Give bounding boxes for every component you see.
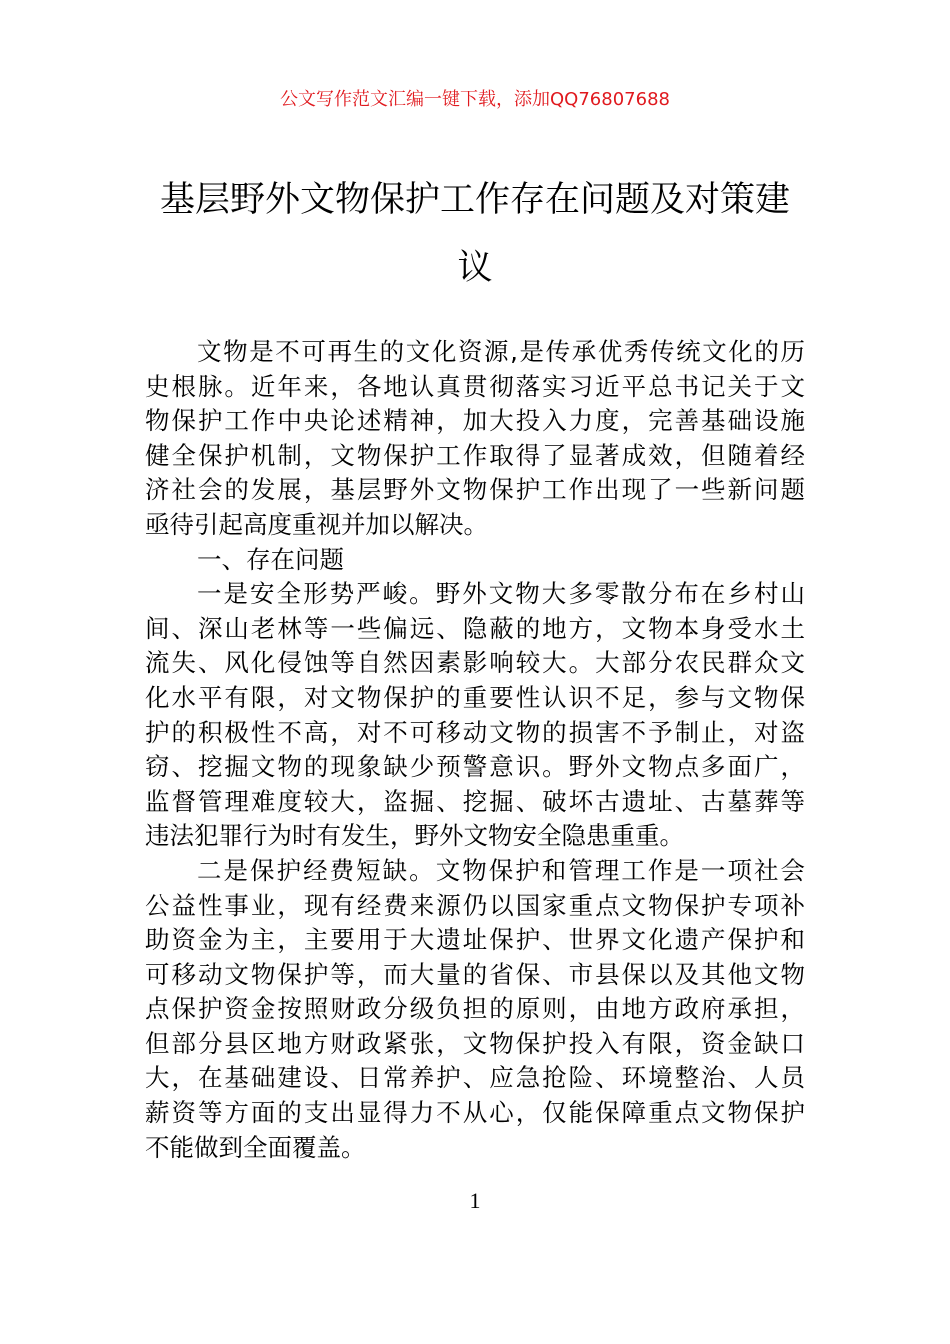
text-line: 二是保护经费短缺。文物保护和管理工作是一项社会 <box>197 855 805 885</box>
paragraph <box>145 577 805 854</box>
document-title-line-2: 议 <box>457 248 493 288</box>
text-line: 薪资等方面的支出显得力不从心，仅能保障重点文物保护 <box>145 1098 805 1128</box>
text-line: 流失、风化侵蚀等自然因素影响较大。大部分农民群众文 <box>145 648 805 678</box>
text-line: 窃、挖掘文物的现象缺少预警意识。野外文物点多面广， <box>145 752 805 782</box>
text-line: 一、存在问题 <box>197 544 344 574</box>
paragraph <box>145 335 805 543</box>
document-title-line-1: 基层野外文物保护工作存在问题及对策建 <box>159 180 790 220</box>
text-line: 违法犯罪行为时有发生，野外文物安全隐患重重。 <box>145 821 684 851</box>
text-line: 公益性事业，现有经费来源仍以国家重点文物保护专项补 <box>145 890 805 920</box>
text-line: 大，在基础建设、日常养护、应急抢险、环境整治、人员 <box>145 1063 805 1093</box>
page-number: 1 <box>469 1188 481 1213</box>
text-line: 济社会的发展，基层野外文物保护工作出现了一些新问题 <box>145 475 805 505</box>
text-line: 化水平有限，对文物保护的重要性认识不足，参与文物保 <box>145 682 805 712</box>
text-line: 物保护工作中央论述精神，加大投入力度，完善基础设施 <box>145 406 805 436</box>
text-line: 间、深山老林等一些偏远、隐蔽的地方，文物本身受水土 <box>145 613 805 643</box>
text-line: 助资金为主，主要用于大遗址保护、世界文化遗产保护和 <box>145 925 805 955</box>
paragraph <box>145 854 805 1165</box>
text-line: 护的积极性不高，对不可移动文物的损害不予制止，对盗 <box>145 717 805 747</box>
text-line: 点保护资金按照财政分级负担的原则，由地方政府承担， <box>145 994 805 1024</box>
text-line: 亟待引起高度重视并加以解决。 <box>145 509 488 539</box>
text-line: 一是安全形势严峻。野外文物大多零散分布在乡村山 <box>197 579 805 609</box>
text-line: 监督管理难度较大，盗掘、挖掘、破坏古遗址、古墓葬等 <box>145 786 805 816</box>
text-line: 健全保护机制，文物保护工作取得了显著成效，但随着经 <box>145 440 805 470</box>
document-body <box>145 335 805 1165</box>
text-line: 文物是不可再生的文化资源,是传承优秀传统文化的历 <box>197 337 805 366</box>
text-line: 但部分县区地方财政紧张，文物保护投入有限，资金缺口 <box>145 1028 805 1058</box>
section-heading <box>145 543 805 578</box>
header-watermark: 公文写作范文汇编一键下载，添加QQ76807688 <box>280 89 670 110</box>
text-line: 可移动文物保护等，而大量的省保、市县保以及其他文物 <box>145 959 805 989</box>
text-line: 不能做到全面覆盖。 <box>145 1132 366 1162</box>
text-line: 史根脉。近年来，各地认真贯彻落实习近平总书记关于文 <box>145 371 805 401</box>
